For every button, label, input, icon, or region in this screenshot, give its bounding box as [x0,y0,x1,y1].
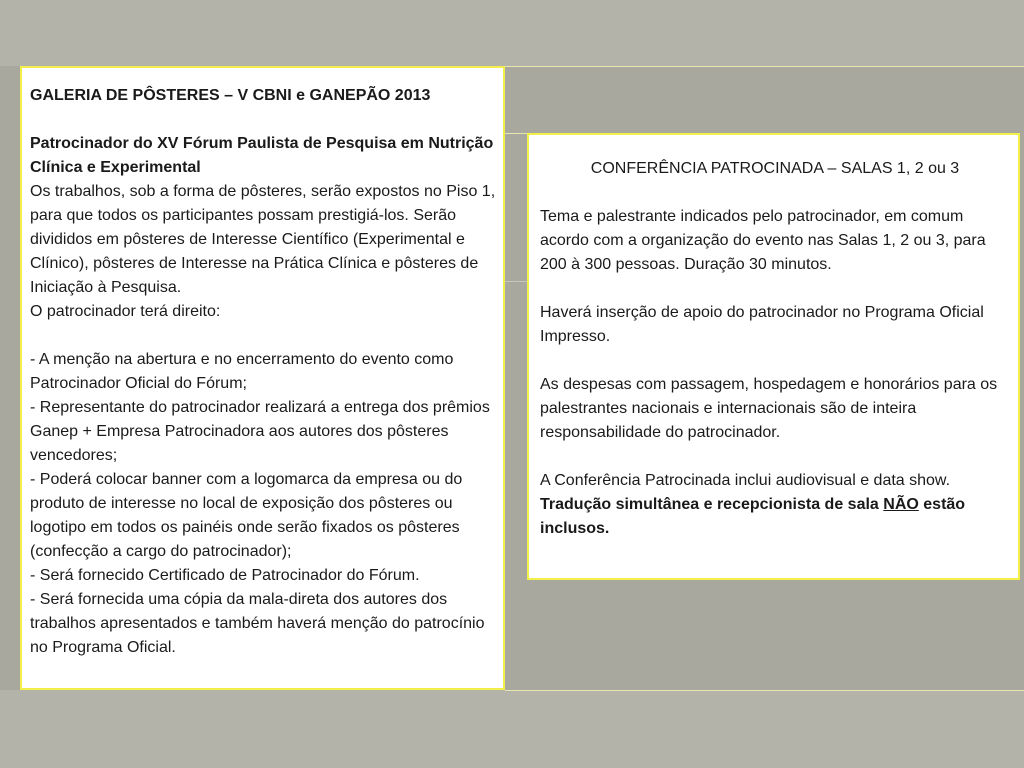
rights-item: - Representante do patrocinador realizará a entrega dos prêmios Ganep + Empresa Patrocinadora aos autores dos pôsteres vencedores; [30,399,490,464]
poster-gallery-panel [20,66,505,690]
conference-paragraph: Tema e palestrante indicados pelo patrocinador, em comum acordo com a organização do evento nas Salas 1, 2 ou 3, para 200 à 300 pessoas. Duração 30 minutos. [540,208,986,273]
divider-line [505,66,1024,67]
rights-item: - A menção na abertura e no encerramento do evento como Patrocinador Oficial do Fórum; [30,351,454,392]
poster-gallery-title: GALERIA DE PÔSTERES – V CBNI e GANEPÃO 2013 [30,87,431,104]
rights-intro: O patrocinador terá direito: [30,303,221,320]
note-emphasis: NÃO [883,496,919,513]
sponsor-subtitle: Patrocinador do XV Fórum Paulista de Pesquisa em Nutrição Clínica e Experimental [30,135,494,176]
note-text: Tradução simultânea e recepcionista de sala [540,496,884,513]
conference-paragraph: Haverá inserção de apoio do patrocinador no Programa Oficial Impresso. [540,304,984,345]
rights-item: - Será fornecida uma cópia da mala-direta dos autores dos trabalhos apresentados e também haverá menção do patrocínio no Programa Oficial. [30,591,485,656]
description-paragraph: Os trabalhos, sob a forma de pôsteres, serão expostos no Piso 1, para que todos os participantes possam prestigiá-los. Serão divididos em pôsteres de Interesse Científico (Experimental e Clínico), pôsteres de Interesse na Prática Clínica e pôsteres de Iniciação à Pesquisa. [30,183,496,296]
conference-title: CONFERÊNCIA PATROCINADA – SALAS 1, 2 ou 3 [590,160,960,177]
note-text: estão inclusos. [540,496,966,537]
conference-paragraph: As despesas com passagem, hospedagem e honorários para os palestrantes nacionais e internacionais são de inteira responsabilidade do patrocinador. [540,376,998,441]
conference-paragraph: A Conferência Patrocinada inclui audiovisual e data show. [540,472,951,489]
divider-line [505,690,1024,691]
rights-item: - Será fornecido Certificado de Patrocinador do Fórum. [30,567,420,584]
divider-line [505,133,527,134]
conference-note [540,493,1010,541]
sponsored-conference-panel [527,133,1020,580]
rights-item: - Poderá colocar banner com a logomarca da empresa ou do produto de interesse no local de exposição dos pôsteres ou logotipo em todos os painéis onde serão fixados os pôsteres (confecção a cargo do patrocinador); [30,471,463,560]
divider-line [505,281,527,282]
